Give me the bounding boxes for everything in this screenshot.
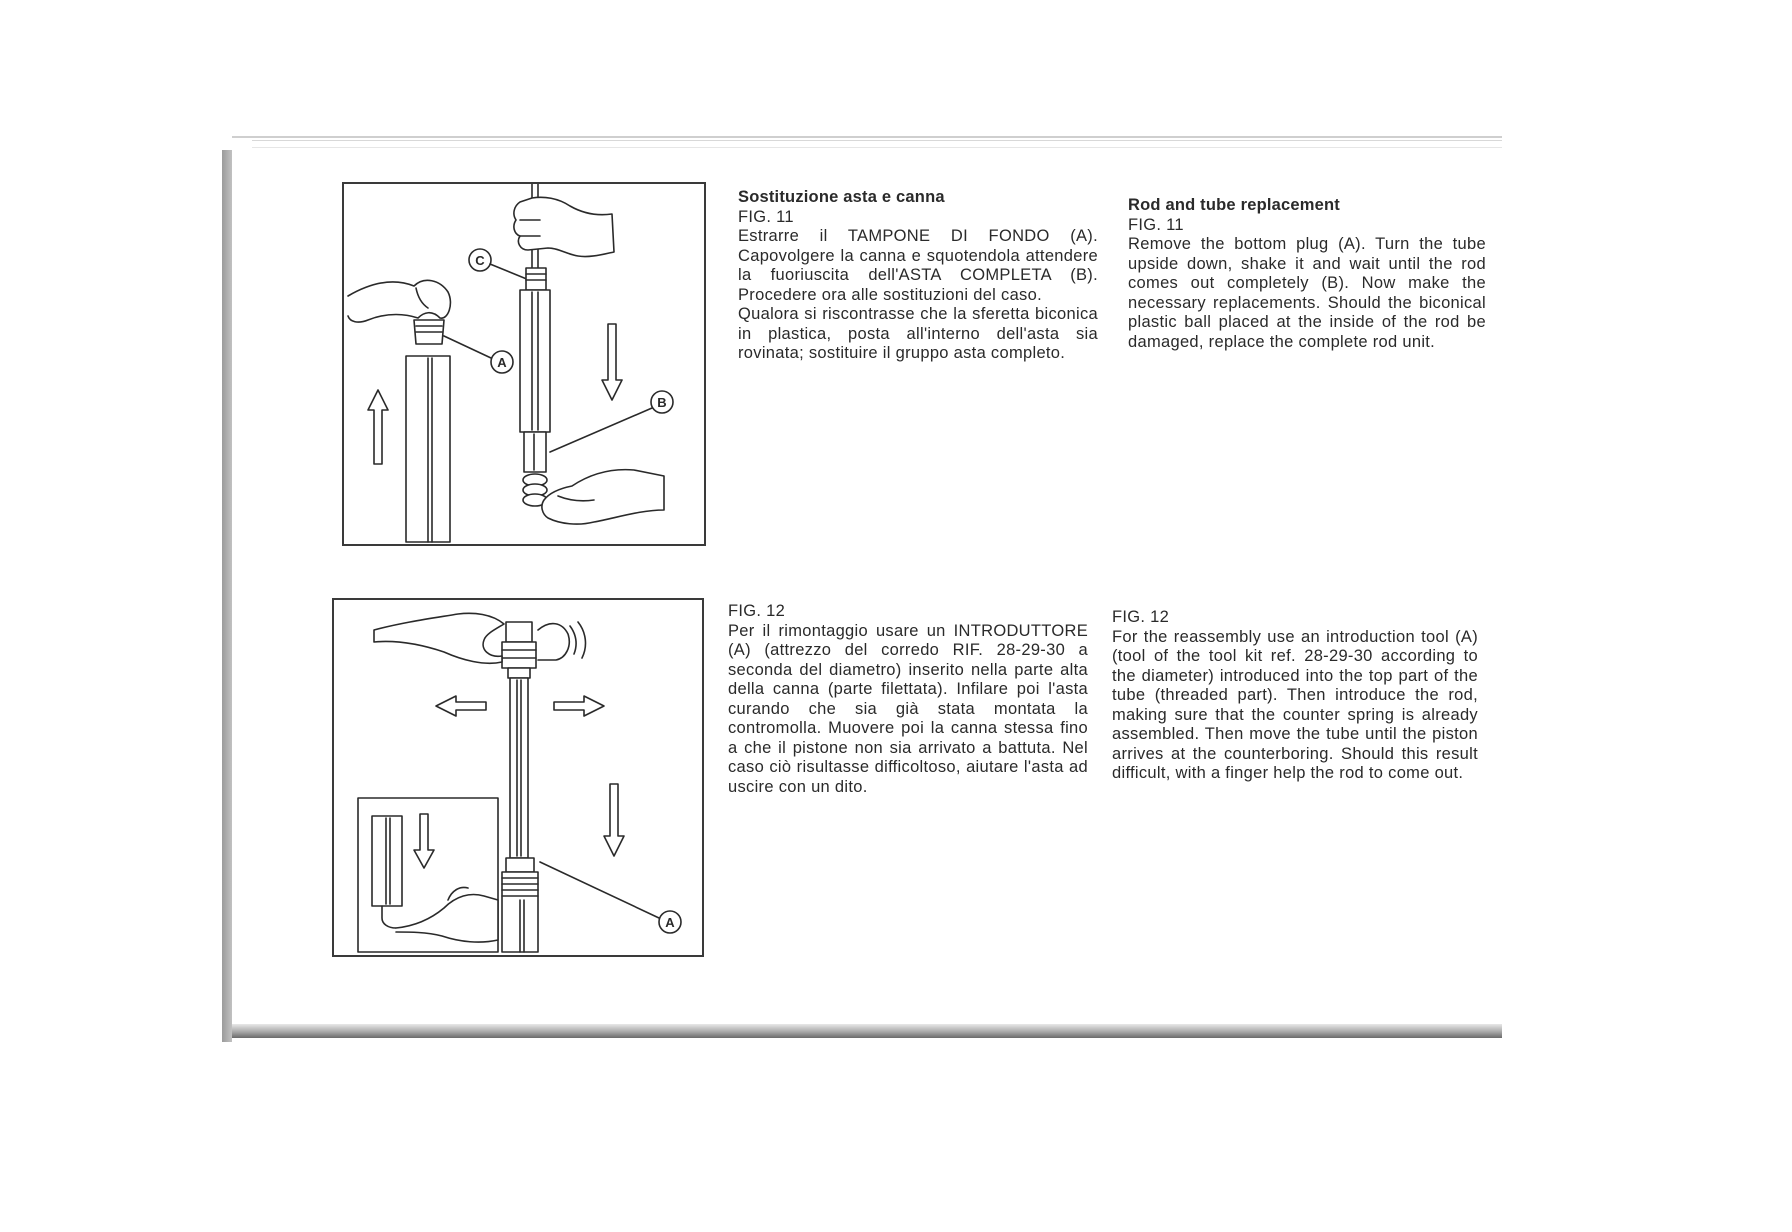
fig11-italian-para2: Qualora si riscontrasse che la sferetta biconica in plastica, posta all'interno dell'asta sia rovinata; sostituire il gruppo asta completo. <box>738 305 1098 362</box>
down-arrow-icon <box>604 784 624 856</box>
fig11-english-fig-label: FIG. 11 <box>1128 215 1184 234</box>
fig11-italian-para1: Estrarre il TAMPONE DI FONDO (A). Capovolgere la canna e squotendola attendere la fuoriuscita dell'ASTA COMPLETA (B). Procedere ora alle sostituzioni del caso. <box>738 227 1098 304</box>
introduction-tool <box>502 622 536 678</box>
callout-a-label: A <box>497 355 507 370</box>
fig12-italian-fig-label: FIG. 12 <box>728 602 786 620</box>
top-hand <box>374 613 504 663</box>
left-hand <box>348 280 450 322</box>
bottom-plug <box>414 320 444 344</box>
scan-bottom-edge <box>232 1024 1502 1038</box>
callout-a-label: A <box>665 915 675 930</box>
fig11-italian-heading: Sostituzione asta e canna <box>738 188 945 206</box>
fig11-italian-text <box>738 188 1098 364</box>
tube-threaded <box>502 858 538 952</box>
up-arrow-icon <box>368 390 388 464</box>
fig11-italian-fig-label: FIG. 11 <box>738 207 794 226</box>
fig12-english-fig-label: FIG. 12 <box>1112 608 1170 626</box>
rod <box>510 678 528 858</box>
callout-b-label: B <box>657 395 667 410</box>
fig12-italian-para1: Per il rimontaggio usare un INTRODUTTORE (A) (attrezzo del corredo RIF. 28-29-30 a seconda del diametro) inserito nella parte alta della canna (parte filettata). Infilare poi l'asta curando che sia già stata montata la contromolla. Muovere poi la canna stessa fino a che il pistone non sia arrivato a battuta. Nel caso ciò risultasse difficoltoso, aiutare l'asta ad uscire con un dito. <box>728 621 1088 796</box>
upper-hand <box>514 197 614 256</box>
fig12-italian-text <box>728 602 1088 797</box>
callout-c-label: C <box>475 253 485 268</box>
fig11-english-para1: Remove the bottom plug (A). Turn the tube upside down, shake it and wait until the rod comes out completely (B). Now make the necessary replacements. Should the biconical plastic ball placed at the inside of the rod be damaged, replace the complete rod unit. <box>1128 235 1486 351</box>
fig11-english-heading: Rod and tube replacement <box>1128 196 1341 214</box>
left-arrow-icon <box>436 696 486 716</box>
figure-12-illustration <box>332 598 704 957</box>
tube-left <box>406 356 450 542</box>
inset-detail <box>358 798 498 952</box>
down-arrow-icon <box>602 324 622 400</box>
callout-a <box>540 862 681 933</box>
fig11-english-text <box>1128 196 1486 352</box>
page-edge-lines <box>252 140 1502 148</box>
fig12-english-para1: For the reassembly use an introduction tool (A) (tool of the tool kit ref. 28-29-30 according to the diameter) introduced into the top part of the tube (threaded part). Then introduce the rod, making sure that the counter spring is already assembled. Then move the tube until the piston arrives at the counterboring. Should this result difficult, with a finger help the rod to come out. <box>1112 627 1478 782</box>
callout-a <box>444 336 513 373</box>
fig12-english-text <box>1112 608 1478 784</box>
figure-11-illustration <box>342 182 706 546</box>
right-arrow-icon <box>554 696 604 716</box>
callout-c <box>469 249 534 282</box>
